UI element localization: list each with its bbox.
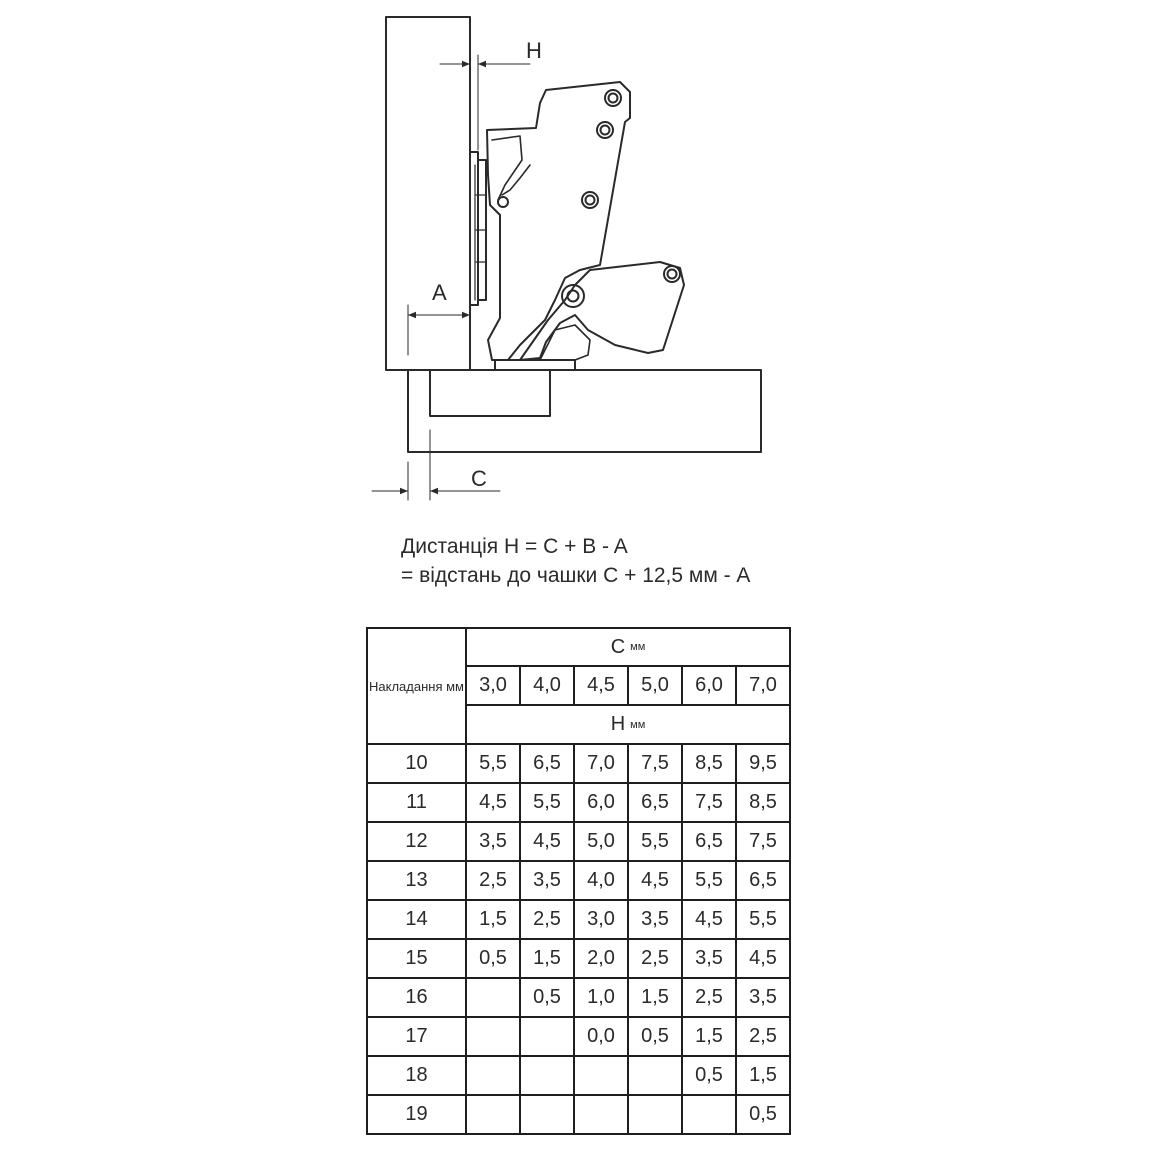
h-value-cell	[520, 1095, 574, 1134]
table-row	[367, 939, 790, 978]
table-row	[367, 1017, 790, 1056]
overlay-cell: 10	[367, 744, 466, 783]
h-value-cell: 7,0	[574, 744, 628, 783]
table-row	[367, 900, 790, 939]
c-value-cell: 4,5	[574, 666, 628, 705]
h-value-cell	[682, 1095, 736, 1134]
h-value-cell: 8,5	[682, 744, 736, 783]
h-value-cell: 5,5	[682, 861, 736, 900]
c-header-label: C	[610, 635, 626, 658]
h-value-cell	[520, 1017, 574, 1056]
h-value-cell: 5,5	[736, 900, 790, 939]
overlay-cell: 17	[367, 1017, 466, 1056]
h-value-cell: 5,5	[628, 822, 682, 861]
formula-line-1: Дистанція H = C + B - A	[401, 535, 628, 558]
h-value-cell: 2,5	[682, 978, 736, 1017]
hinge-cup	[495, 360, 575, 370]
table-row	[367, 861, 790, 900]
h-header-unit: мм	[630, 718, 646, 731]
h-value-cell	[628, 1095, 682, 1134]
h-value-cell: 9,5	[736, 744, 790, 783]
table-row	[367, 1095, 790, 1134]
h-value-cell: 2,5	[466, 861, 520, 900]
h-header-label: H	[610, 713, 626, 735]
h-value-cell	[466, 1095, 520, 1134]
h-value-cell: 3,5	[520, 861, 574, 900]
h-value-cell: 2,5	[736, 1017, 790, 1056]
overlay-header-text: Накладання мм	[369, 678, 464, 694]
h-value-cell: 1,5	[520, 939, 574, 978]
table-row	[367, 783, 790, 822]
h-value-cell: 5,5	[520, 783, 574, 822]
h-value-cell	[574, 1095, 628, 1134]
h-value-cell: 1,5	[466, 900, 520, 939]
h-value-cell: 0,0	[574, 1017, 628, 1056]
c-header	[466, 628, 790, 666]
c-value-cell: 7,0	[736, 666, 790, 705]
overlay-cell: 13	[367, 861, 466, 900]
h-value-cell: 8,5	[736, 783, 790, 822]
overlay-cell: 19	[367, 1095, 466, 1134]
h-value-cell: 4,5	[628, 861, 682, 900]
h-value-cell: 7,5	[628, 744, 682, 783]
h-value-cell: 3,5	[628, 900, 682, 939]
h-value-cell: 3,0	[574, 900, 628, 939]
h-value-cell: 2,5	[628, 939, 682, 978]
h-header	[466, 705, 790, 744]
h-value-cell: 1,5	[682, 1017, 736, 1056]
c-value-cell: 3,0	[466, 666, 520, 705]
h-value-cell: 1,5	[628, 978, 682, 1017]
h-value-cell: 0,5	[466, 939, 520, 978]
h-value-cell: 4,5	[466, 783, 520, 822]
h-value-cell: 0,5	[682, 1056, 736, 1095]
distance-table	[366, 627, 791, 1135]
h-value-cell: 4,5	[682, 900, 736, 939]
h-value-cell	[466, 1017, 520, 1056]
h-value-cell: 1,0	[574, 978, 628, 1017]
h-value-cell: 5,0	[574, 822, 628, 861]
overlay-cell: 12	[367, 822, 466, 861]
h-value-cell	[574, 1056, 628, 1095]
h-value-cell	[466, 1056, 520, 1095]
overlay-cell: 15	[367, 939, 466, 978]
h-value-cell: 5,5	[466, 744, 520, 783]
side-panel	[386, 17, 470, 370]
overlay-cell: 14	[367, 900, 466, 939]
table-row	[367, 744, 790, 783]
h-value-cell: 4,0	[574, 861, 628, 900]
table-row	[367, 822, 790, 861]
h-value-cell: 2,5	[520, 900, 574, 939]
h-value-cell: 6,5	[682, 822, 736, 861]
table-row	[367, 1056, 790, 1095]
mounting-plate	[470, 152, 478, 305]
h-value-cell: 7,5	[736, 822, 790, 861]
h-value-cell	[520, 1056, 574, 1095]
c-value-cell: 6,0	[682, 666, 736, 705]
h-value-cell: 4,5	[736, 939, 790, 978]
c-value-cell: 4,0	[520, 666, 574, 705]
h-value-cell	[628, 1056, 682, 1095]
label-h: H	[526, 38, 542, 63]
door-panel	[408, 370, 761, 452]
overlay-cell: 11	[367, 783, 466, 822]
c-header-unit: мм	[630, 641, 646, 654]
h-value-cell: 0,5	[628, 1017, 682, 1056]
overlay-column-header	[367, 628, 466, 744]
h-value-cell: 2,0	[574, 939, 628, 978]
h-value-cell: 6,0	[574, 783, 628, 822]
h-value-cell: 6,5	[736, 861, 790, 900]
label-a: A	[432, 280, 447, 305]
h-value-cell: 3,5	[682, 939, 736, 978]
h-value-cell: 3,5	[736, 978, 790, 1017]
h-value-cell: 0,5	[520, 978, 574, 1017]
table-row	[367, 978, 790, 1017]
label-c: C	[471, 466, 487, 491]
formula-line-2: = відстань до чашки C + 12,5 мм - A	[401, 564, 751, 587]
overlay-cell: 18	[367, 1056, 466, 1095]
h-value-cell: 1,5	[736, 1056, 790, 1095]
overlay-cell: 16	[367, 978, 466, 1017]
h-value-cell: 4,5	[520, 822, 574, 861]
h-value-cell: 6,5	[628, 783, 682, 822]
h-value-cell: 6,5	[520, 744, 574, 783]
c-value-cell: 5,0	[628, 666, 682, 705]
h-value-cell	[466, 978, 520, 1017]
h-value-cell: 7,5	[682, 783, 736, 822]
h-value-cell: 0,5	[736, 1095, 790, 1134]
hinge-diagram	[0, 0, 1156, 520]
h-value-cell: 3,5	[466, 822, 520, 861]
